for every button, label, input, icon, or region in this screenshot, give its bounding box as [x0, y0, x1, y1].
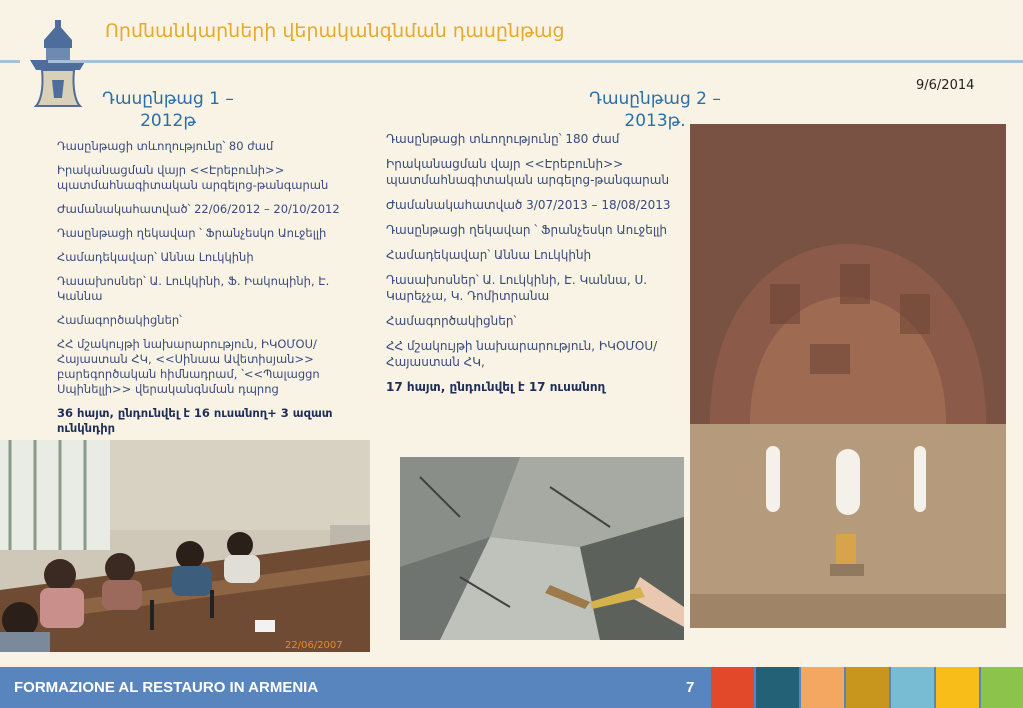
- header-title: Որմնանկարների վերականգնման դասընթաց: [105, 20, 565, 42]
- classroom-photo-image: [0, 440, 370, 652]
- course1-summary: 36 հայտ, ընդունվել է 16 ուսանող+ 3 ազատ ունկնդիր: [57, 406, 333, 435]
- footer-title: FORMAZIONE AL RESTAURO IN ARMENIA: [14, 679, 319, 696]
- course1-heading: [88, 88, 248, 132]
- course2-item: Համագործակիցներ՝: [386, 314, 517, 328]
- course2-summary: 17 հայտ, ընդունվել է 17 ուսանող: [386, 380, 606, 394]
- color-swatch: [936, 667, 979, 708]
- course1-item: Համադեկավար՝ Աննա Լուկկինի: [57, 250, 254, 264]
- slide-date: 9/6/2014: [916, 78, 975, 93]
- church-logo-icon: [22, 20, 94, 108]
- course2-item: Ժամանակահատված 3/07/2013 – 18/08/2013: [386, 198, 671, 212]
- header-rule: [48, 60, 1023, 63]
- course1-item: Իրականացման վայր <<Էրեբունի>> պատմահնագիտական արգելոց-թանգարան: [57, 163, 329, 192]
- course2-item: ՀՀ մշակույթի նախարարություն, ԻԿՕՄՕՍ/Հայաստան ՀԿ,: [386, 339, 658, 369]
- course1-details: [57, 139, 357, 445]
- course1-item: Համագործակիցներ՝: [57, 313, 182, 327]
- color-swatch: [891, 667, 934, 708]
- course2-item: Դասախոսներ՝ Ա. Լուկկինի, Է. Կաննա, Ս. Կարեչչա, Կ. Դոմիտրանա: [386, 273, 648, 303]
- course2-item: Համադեկավար՝ Աննա Լուկկինի: [386, 248, 592, 262]
- photo-date-stamp: 22/06/2007: [285, 640, 343, 651]
- course1-heading-line2: 2012թ: [140, 111, 196, 131]
- course2-item: Դասընթացի տևողությունը՝ 180 ժամ: [386, 132, 620, 146]
- color-swatch: [846, 667, 889, 708]
- course1-item: Ժամանակահատված՝ 22/06/2012 – 20/10/2012: [57, 202, 340, 216]
- course1-heading-line1: Դասընթաց 1 –: [102, 89, 234, 109]
- course2-heading-line2: 2013թ.: [624, 111, 686, 131]
- classroom-photo: [0, 440, 370, 652]
- color-swatch: [711, 667, 754, 708]
- course2-item: Դասընթացի ղեկավար ՝ Ֆրանչեսկո Աուջելլի: [386, 223, 667, 237]
- restoration-closeup-image: [400, 457, 684, 640]
- header-rule-left: [0, 60, 20, 63]
- course1-item: Դասընթացի տևողությունը՝ 80 ժամ: [57, 139, 274, 153]
- color-swatch: [756, 667, 799, 708]
- church-interior-image: [690, 124, 1006, 628]
- church-interior-photo: [690, 124, 1006, 628]
- course2-item: Իրականացման վայր <<Էրեբունի>> պատմահնագիտական արգելոց-թանգարան: [386, 157, 670, 187]
- course1-item: Դասախոսներ՝ Ա. Լուկկինի, Ֆ. Իակոպինի, Է. Կաննա: [57, 274, 330, 303]
- restoration-closeup-photo: [400, 457, 684, 640]
- course2-details: [386, 131, 686, 404]
- page-number: 7: [686, 679, 695, 696]
- color-swatch: [801, 667, 844, 708]
- color-swatch: [981, 667, 1023, 708]
- course1-item: ՀՀ մշակույթի նախարարություն, ԻԿՕՄՕՍ/Հայաստան ՀԿ, <<Սինաա Ավետիսյան>> բարեգործական հիմնադրամ, ՝<<Պալացցո Սպինելլի>> վերականգնման դպրոց: [57, 337, 320, 396]
- course1-item: Դասընթացի ղեկավար ՝ Ֆրանչեսկո Աուջելլի: [57, 226, 327, 240]
- course2-heading-line1: Դասընթաց 2 –: [589, 89, 721, 109]
